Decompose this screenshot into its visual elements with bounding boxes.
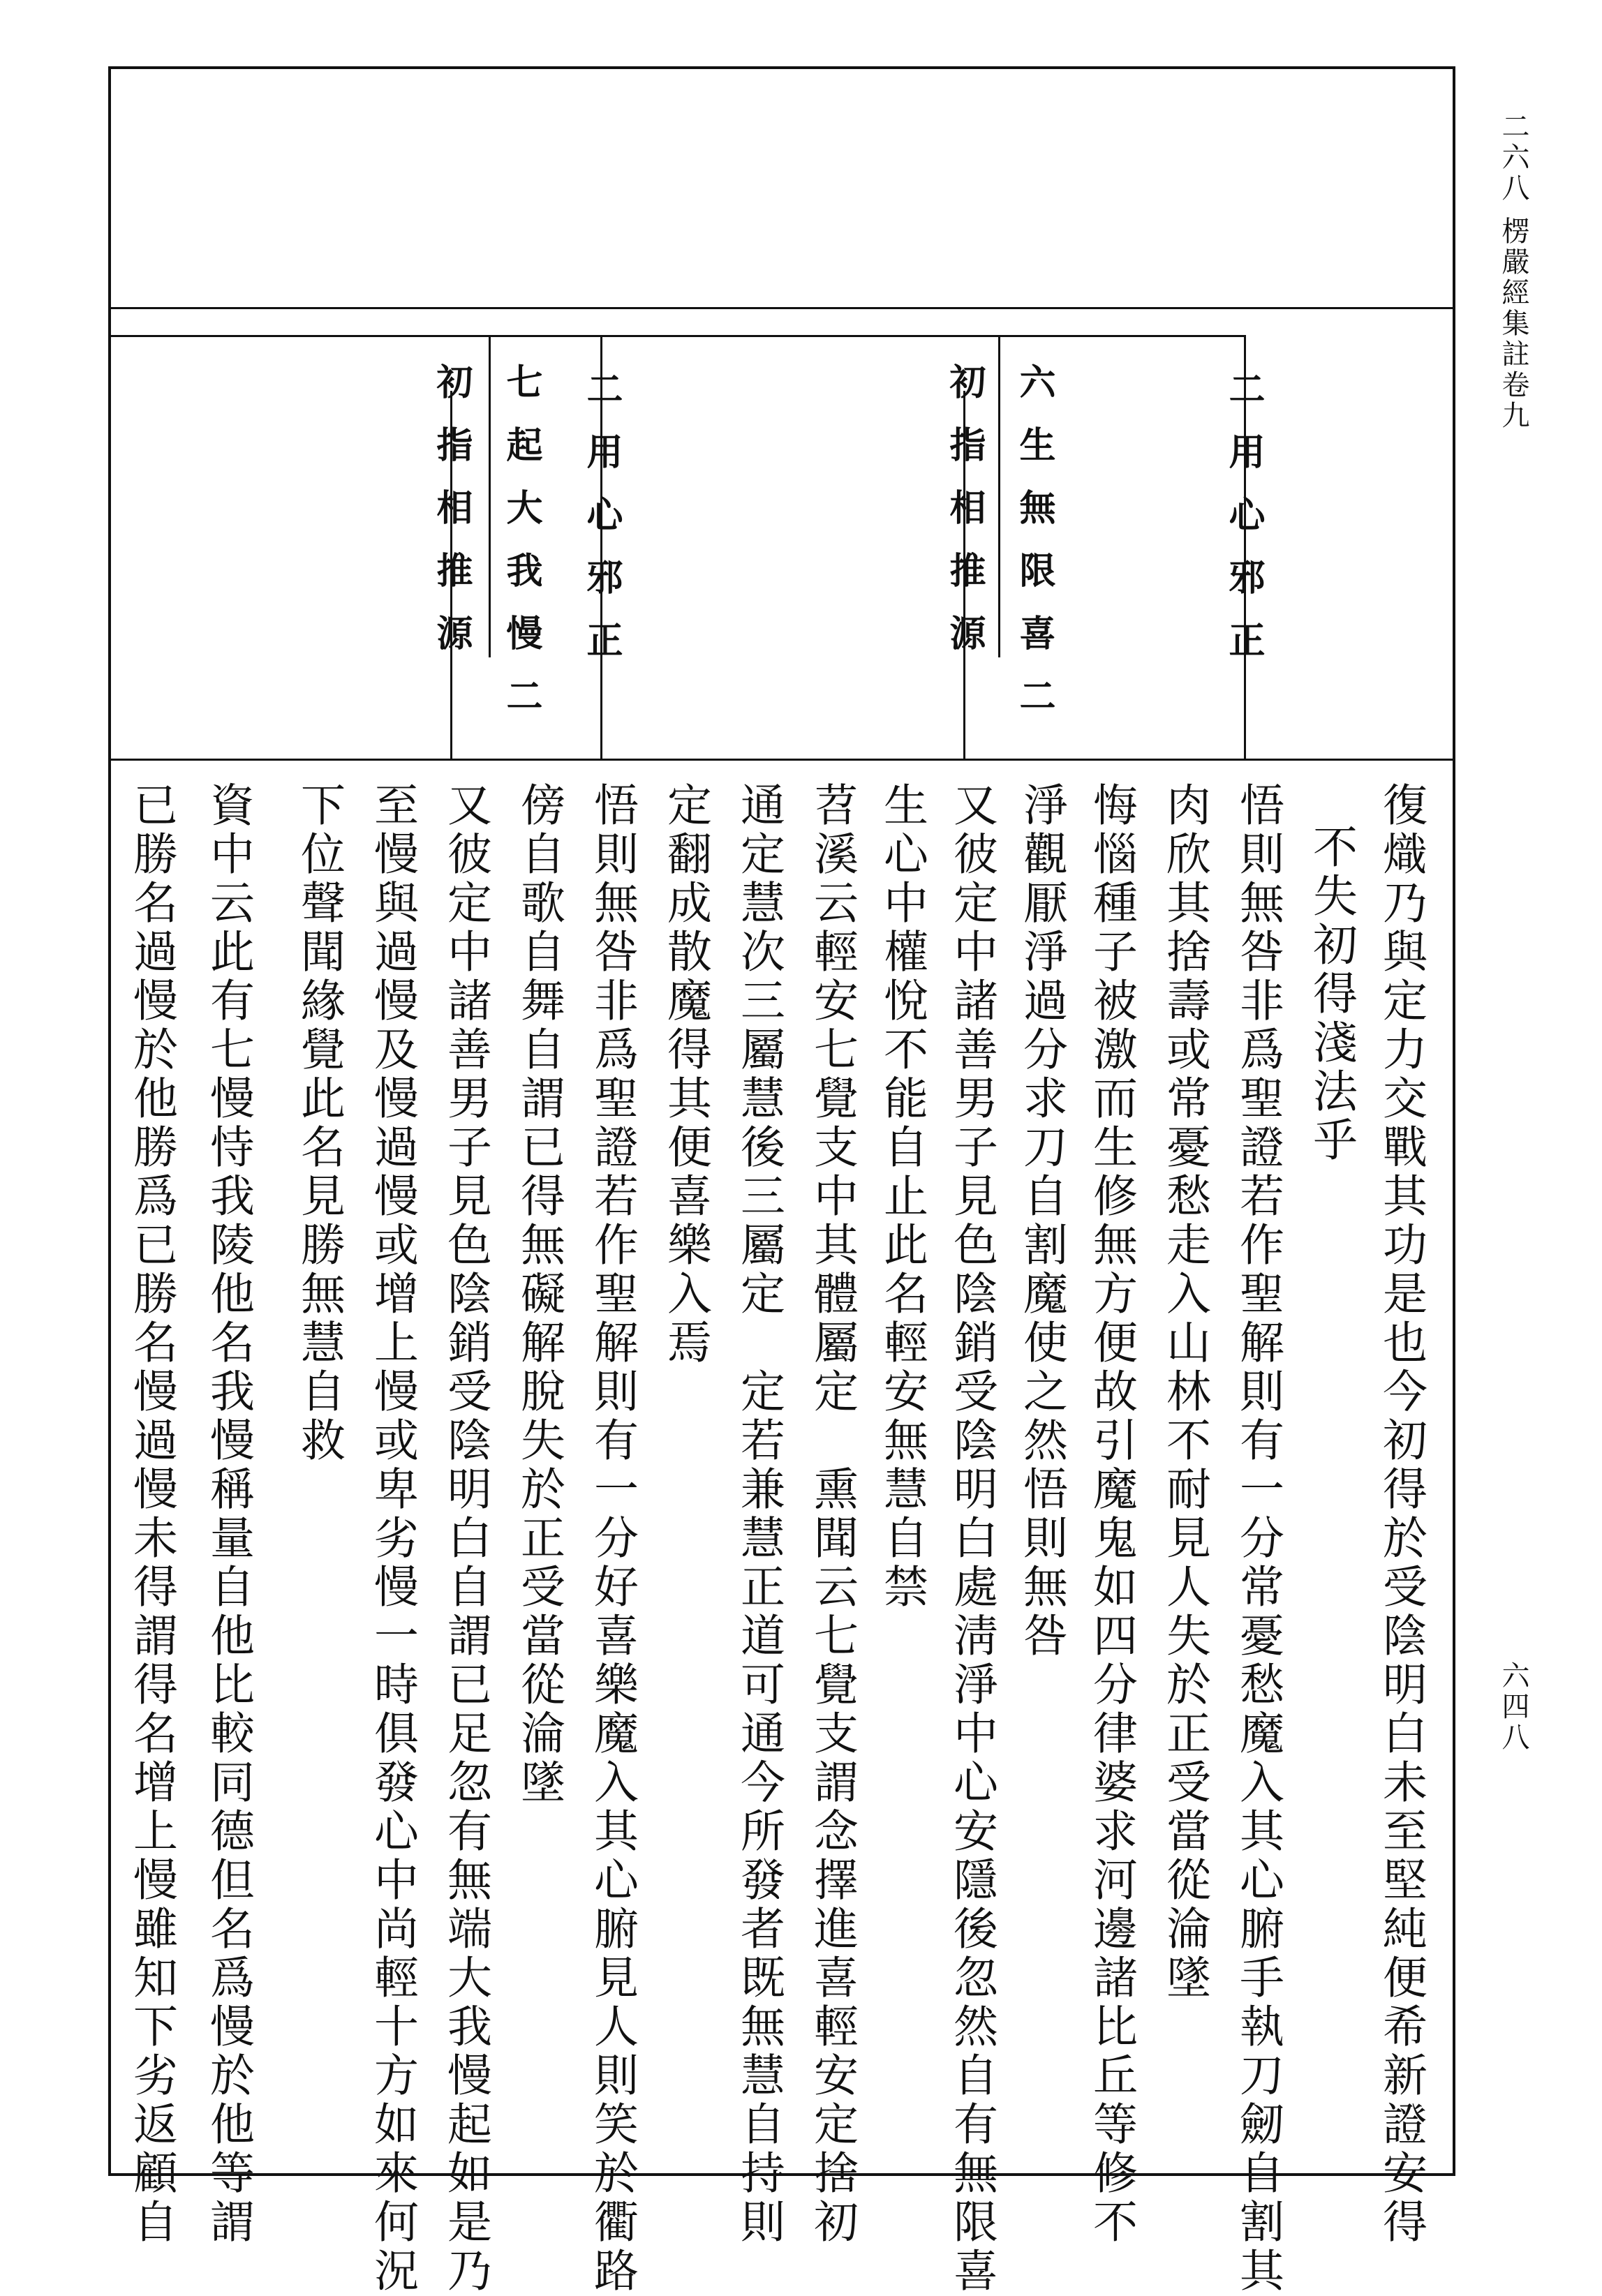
text-column: 傍自歌自舞自謂已得無礙解脫失於正受當從淪墜: [513, 782, 565, 1807]
outline-node: 初指相推源: [943, 363, 986, 677]
text-column: 復熾乃與定力交戰其功是也今初得於受陰明白未至堅純便希新證安得: [1375, 782, 1427, 2247]
text-column: 生心中權悅不能自止此名輕安無慧自禁: [876, 782, 928, 1612]
book-title: 楞嚴經集註卷九: [1497, 216, 1529, 431]
text-column: 又彼定中諸善男子見色陰銷受陰明白處淸淨中心安隱後忽然自有無限喜: [946, 782, 997, 2296]
outline-branch-rule: [108, 335, 1246, 337]
outline-node: 初指相推源: [430, 363, 473, 677]
text-column: 通定慧次三屬慧後三屬定 定若兼慧正道可通今所發者既無慧自持則: [733, 782, 785, 2247]
text-column: 苕溪云輕安七覺支中其體屬定 熏聞云七覺支謂念擇進喜輕安定捨初: [806, 782, 858, 2247]
page-number-top: 二六八: [1497, 112, 1529, 204]
text-column: 淨觀厭淨過分求刀自割魔使之然悟則無咎: [1016, 782, 1067, 1661]
outline-connector: [998, 336, 1000, 657]
text-column: 肉欣其捨壽或常憂愁走入山林不耐見人失於正受當從淪墜: [1159, 782, 1210, 2003]
outline-node: 六生無限喜二: [1013, 363, 1055, 740]
text-column: 定翻成散魔得其便喜樂入焉: [660, 782, 711, 1368]
outline-bottom-rule: [108, 759, 1455, 761]
page-number-bottom: 六四八: [1497, 1661, 1529, 1753]
text-column: 下位聲聞緣覺此名見勝無慧自救: [293, 782, 345, 1466]
text-column: 已勝名過慢於他勝爲已勝名慢過慢未得謂得名增上慢雖知下劣返顧自: [126, 782, 177, 2247]
text-column: 不失初得淺法乎: [1305, 823, 1357, 1165]
text-column: 至慢與過慢及慢過慢或增上慢或卑劣慢一時俱發心中尚輕十方如來何況: [366, 782, 418, 2296]
outline-top-rule: [108, 307, 1455, 309]
text-column: 悔惱種子被激而生修無方便故引魔鬼如四分律婆求河邊諸比丘等修不: [1085, 782, 1137, 2247]
text-column: 悟則無咎非爲聖證若作聖解則有一分好喜樂魔入其心腑見人則笑於衢路: [586, 782, 638, 2296]
text-column: 資中云此有七慢恃我陵他名我慢稱量自他比較同德但名爲慢於他等謂: [202, 782, 254, 2247]
outline-node: 七起大我慢二: [500, 363, 542, 740]
text-column: 又彼定中諸善男子見色陰銷受陰明白自謂已足忽有無端大我慢起如是乃: [440, 782, 491, 2296]
outline-node: 二用心邪正: [580, 370, 623, 684]
text-column: 悟則無咎非爲聖證若作聖解則有一分常憂愁魔入其心腑手執刀劒自割其: [1232, 782, 1284, 2296]
outline-connector: [489, 336, 491, 657]
outline-node: 二用心邪正: [1222, 370, 1265, 684]
